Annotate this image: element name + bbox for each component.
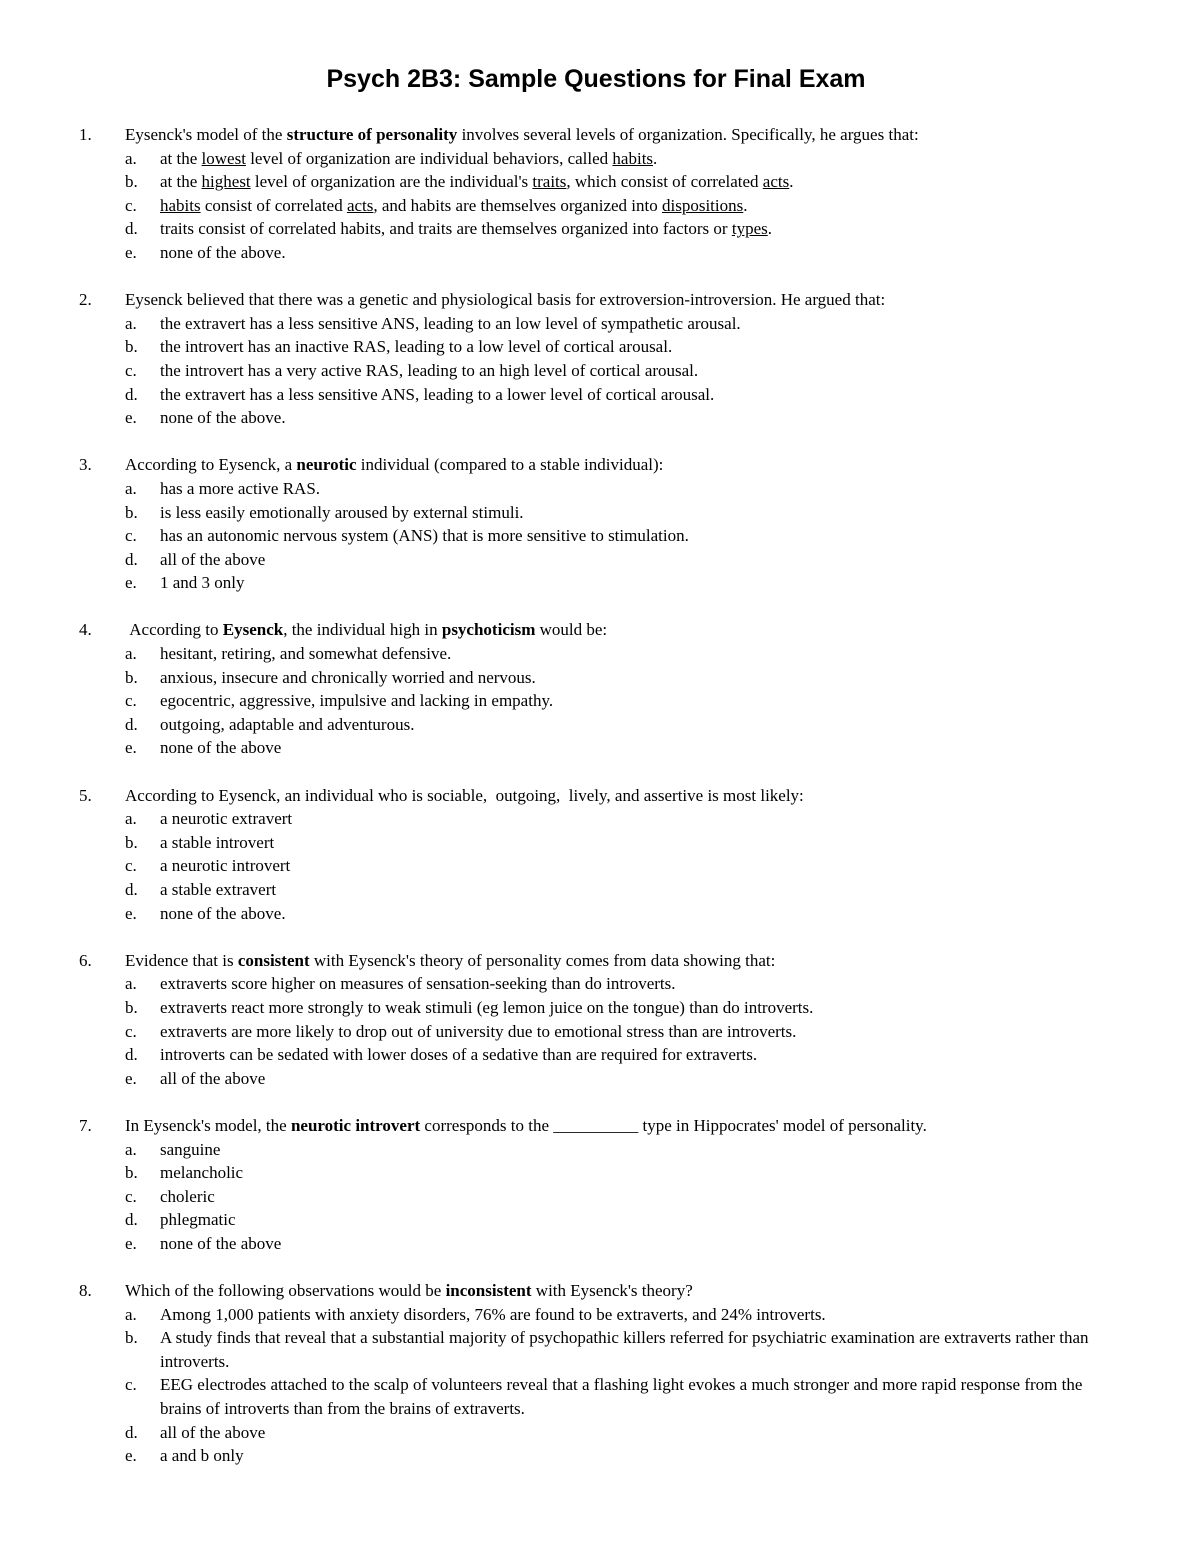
option-text xyxy=(160,1444,1100,1468)
option-text xyxy=(160,194,1100,218)
text-run: would be: xyxy=(535,620,608,640)
option-letter: d. xyxy=(125,549,138,569)
option-text xyxy=(160,1161,1100,1185)
text-run: extraverts score higher on measures of sensation-seeking than do introverts. xyxy=(160,974,676,994)
text-run: , which consist of correlated xyxy=(566,172,763,192)
text-run: is less easily emotionally aroused by external stimuli. xyxy=(160,502,524,522)
text-run: the extravert has a less sensitive ANS, leading to an low level of sympathetic arousal. xyxy=(160,313,741,333)
bold-text: Eysenck xyxy=(222,620,284,640)
text-run: corresponds to the __________ type in Hippocrates' model of personality. xyxy=(420,1115,927,1135)
option-letter: c. xyxy=(125,856,137,876)
text-run: Evidence that is xyxy=(125,950,238,970)
answer-options xyxy=(0,807,1200,925)
question-text xyxy=(125,618,1140,642)
answer-option xyxy=(0,194,1200,218)
question-text xyxy=(125,784,1140,808)
underlined-text: traits xyxy=(532,172,567,192)
text-run: at the xyxy=(160,172,202,192)
text-run: has an autonomic nervous system (ANS) that is more sensitive to stimulation. xyxy=(160,526,689,546)
option-text xyxy=(160,1138,1100,1162)
option-text xyxy=(160,359,1100,383)
option-text xyxy=(160,1232,1100,1256)
answer-options xyxy=(0,312,1200,430)
question-number: 6. xyxy=(79,950,92,970)
answer-option xyxy=(0,1208,1200,1232)
answer-option xyxy=(0,1138,1200,1162)
answer-option xyxy=(0,1303,1200,1327)
text-run: the introvert has an inactive RAS, leading to a low level of cortical arousal. xyxy=(160,337,673,357)
answer-option xyxy=(0,217,1200,241)
option-letter: c. xyxy=(125,691,137,711)
option-text xyxy=(160,548,1100,572)
question-number: 7. xyxy=(79,1115,92,1135)
option-text xyxy=(160,1373,1100,1420)
text-run: a stable introvert xyxy=(160,832,275,852)
question-number: 3. xyxy=(79,455,92,475)
option-letter: c. xyxy=(125,360,137,380)
text-run: choleric xyxy=(160,1186,215,1206)
answer-option xyxy=(0,689,1200,713)
option-letter: d. xyxy=(125,1210,138,1230)
text-run: a neurotic introvert xyxy=(160,856,291,876)
text-run: , the individual high in xyxy=(283,620,442,640)
option-letter: b. xyxy=(125,667,138,687)
text-run: EEG electrodes attached to the scalp of volunteers reveal that a flashing light evokes a much stronger and more rapid response from the brains of introverts than from the brains of extraverts. xyxy=(160,1375,1083,1419)
option-text xyxy=(160,477,1100,501)
question-text xyxy=(125,1279,1140,1303)
option-letter: e. xyxy=(125,1068,137,1088)
question-text xyxy=(125,1114,1140,1138)
text-run: none of the above xyxy=(160,1233,282,1253)
answer-option xyxy=(0,147,1200,171)
option-text xyxy=(160,501,1100,525)
answer-option xyxy=(0,1421,1200,1445)
option-letter: b. xyxy=(125,1328,138,1348)
option-letter: e. xyxy=(125,408,137,428)
answer-option xyxy=(0,170,1200,194)
text-run: egocentric, aggressive, impulsive and lacking in empathy. xyxy=(160,691,554,711)
answer-options xyxy=(0,147,1200,265)
underlined-text: dispositions xyxy=(662,195,744,215)
text-run: individual (compared to a stable individual): xyxy=(356,455,664,475)
option-text xyxy=(160,571,1100,595)
underlined-text: lowest xyxy=(201,148,246,168)
text-run: Which of the following observations would be xyxy=(125,1281,446,1301)
text-run: A study finds that reveal that a substantial majority of psychopathic killers referred for psychiatric examination are extraverts rather than introverts. xyxy=(160,1328,1089,1371)
text-run: outgoing, adaptable and adventurous. xyxy=(160,714,415,734)
question-text xyxy=(125,949,1140,973)
option-text xyxy=(160,1303,1100,1327)
answer-option xyxy=(0,548,1200,572)
question-number: 4. xyxy=(79,620,92,640)
option-letter: c. xyxy=(125,195,137,215)
text-run: phlegmatic xyxy=(160,1210,236,1230)
option-letter: e. xyxy=(125,573,137,593)
text-run: According to xyxy=(125,620,223,640)
text-run: has a more active RAS. xyxy=(160,478,321,498)
option-letter: c. xyxy=(125,1186,137,1206)
answer-option xyxy=(0,713,1200,737)
underlined-text: highest xyxy=(201,172,251,192)
question-text xyxy=(125,453,1140,477)
option-text xyxy=(160,878,1100,902)
option-text xyxy=(160,383,1100,407)
answer-options xyxy=(0,1303,1200,1468)
answer-option xyxy=(0,1185,1200,1209)
answer-option xyxy=(0,571,1200,595)
bold-text: neurotic xyxy=(296,455,357,475)
option-letter: a. xyxy=(125,974,137,994)
answer-option xyxy=(0,1067,1200,1091)
answer-option xyxy=(0,1161,1200,1185)
option-letter: a. xyxy=(125,1139,137,1159)
bold-text: inconsistent xyxy=(445,1281,532,1301)
text-run: a neurotic extravert xyxy=(160,809,293,829)
option-letter: a. xyxy=(125,1304,137,1324)
answer-option xyxy=(0,878,1200,902)
bold-text: structure of personality xyxy=(286,125,458,144)
question-item xyxy=(0,949,1200,1091)
text-run: extraverts are more likely to drop out of university due to emotional stress than are introverts. xyxy=(160,1021,797,1041)
text-run: In Eysenck's model, the xyxy=(125,1115,291,1135)
answer-option xyxy=(0,642,1200,666)
bold-text: consistent xyxy=(237,950,310,970)
answer-option xyxy=(0,383,1200,407)
text-run: none of the above. xyxy=(160,903,286,923)
text-run: , and habits are themselves organized into xyxy=(373,195,662,215)
answer-option xyxy=(0,1020,1200,1044)
question-number: 5. xyxy=(79,785,92,805)
answer-option xyxy=(0,335,1200,359)
text-run: level of organization are individual behaviors, called xyxy=(245,148,613,168)
option-letter: b. xyxy=(125,1163,138,1183)
option-letter: d. xyxy=(125,219,138,239)
option-text xyxy=(160,1067,1100,1091)
text-run: extraverts react more strongly to weak stimuli (eg lemon juice on the tongue) than do introverts. xyxy=(160,997,814,1017)
answer-option xyxy=(0,477,1200,501)
option-text xyxy=(160,666,1100,690)
option-letter: b. xyxy=(125,502,138,522)
answer-options xyxy=(0,477,1200,595)
option-text xyxy=(160,524,1100,548)
answer-option xyxy=(0,241,1200,265)
answer-options xyxy=(0,972,1200,1090)
text-run: traits consist of correlated habits, and traits are themselves organized into factors or xyxy=(160,219,732,239)
text-run: Among 1,000 patients with anxiety disorders, 76% are found to be extraverts, and 24% introverts. xyxy=(160,1304,826,1324)
option-letter: c. xyxy=(125,1375,137,1395)
question-number: 2. xyxy=(79,290,92,310)
option-text xyxy=(160,1020,1100,1044)
text-run: consist of correlated xyxy=(200,195,347,215)
option-text xyxy=(160,170,1100,194)
option-letter: b. xyxy=(125,832,138,852)
text-run: According to Eysenck, an individual who is sociable, outgoing, lively, and assertive is most likely: xyxy=(125,785,804,805)
text-run: Eysenck believed that there was a genetic and physiological basis for extroversion-introversion. He argued that: xyxy=(125,290,886,310)
answer-option xyxy=(0,972,1200,996)
underlined-text: habits xyxy=(612,148,654,168)
text-run: . xyxy=(789,172,794,192)
text-run: introverts can be sedated with lower doses of a sedative than are required for extraverts. xyxy=(160,1045,758,1065)
text-run: a stable extravert xyxy=(160,880,277,899)
text-run: all of the above xyxy=(160,1068,266,1088)
question-list xyxy=(0,123,1200,1491)
option-letter: e. xyxy=(125,738,137,758)
option-text xyxy=(160,831,1100,855)
answer-option xyxy=(0,312,1200,336)
option-letter: d. xyxy=(125,880,138,899)
bold-text: psychoticism xyxy=(441,620,536,640)
page-title: Psych 2B3: Sample Questions for Final Exam xyxy=(326,65,866,93)
answer-option xyxy=(0,996,1200,1020)
text-run: all of the above xyxy=(160,549,266,569)
option-letter: b. xyxy=(125,337,138,357)
answer-option xyxy=(0,359,1200,383)
question-item xyxy=(0,453,1200,595)
option-text xyxy=(160,1185,1100,1209)
option-text xyxy=(160,217,1100,241)
text-run: According to Eysenck, a xyxy=(125,455,297,475)
answer-option xyxy=(0,854,1200,878)
text-run: 1 and 3 only xyxy=(160,573,245,593)
answer-option xyxy=(0,1043,1200,1067)
option-text xyxy=(160,1043,1100,1067)
option-text xyxy=(160,807,1100,831)
answer-option xyxy=(0,831,1200,855)
text-run: a and b only xyxy=(160,1446,244,1466)
text-run: at the xyxy=(160,148,202,168)
option-letter: d. xyxy=(125,714,138,734)
answer-option xyxy=(0,666,1200,690)
option-letter: b. xyxy=(125,172,138,192)
option-text xyxy=(160,241,1100,265)
answer-option xyxy=(0,501,1200,525)
question-number: 1. xyxy=(79,125,92,144)
option-letter: c. xyxy=(125,526,137,546)
answer-option xyxy=(0,736,1200,760)
option-text xyxy=(160,1326,1100,1373)
text-run: . xyxy=(767,219,772,239)
option-text xyxy=(160,736,1100,760)
question-item xyxy=(0,1114,1200,1256)
answer-option xyxy=(0,902,1200,926)
option-letter: a. xyxy=(125,313,137,333)
option-letter: e. xyxy=(125,1233,137,1253)
text-run: none of the above. xyxy=(160,242,286,262)
text-run: none of the above. xyxy=(160,408,286,428)
option-text xyxy=(160,312,1100,336)
question-item xyxy=(0,618,1200,760)
underlined-text: acts xyxy=(762,172,790,192)
text-run: hesitant, retiring, and somewhat defensive. xyxy=(160,644,452,664)
question-item xyxy=(0,1279,1200,1468)
underlined-text: acts xyxy=(346,195,374,215)
option-letter: e. xyxy=(125,242,137,262)
answer-option xyxy=(0,1444,1200,1468)
bold-text: neurotic introvert xyxy=(290,1115,421,1135)
option-letter: a. xyxy=(125,809,137,829)
option-letter: d. xyxy=(125,1045,138,1065)
text-run: the introvert has a very active RAS, leading to an high level of cortical arousal. xyxy=(160,360,699,380)
underlined-text: types xyxy=(731,219,768,239)
option-letter: d. xyxy=(125,1422,138,1442)
option-text xyxy=(160,972,1100,996)
option-text xyxy=(160,1208,1100,1232)
option-text xyxy=(160,335,1100,359)
option-text xyxy=(160,1421,1100,1445)
answer-option xyxy=(0,1232,1200,1256)
text-run: . xyxy=(743,195,748,215)
option-letter: c. xyxy=(125,1021,137,1041)
option-letter: a. xyxy=(125,478,137,498)
text-run: sanguine xyxy=(160,1139,221,1159)
text-run: involves several levels of organization. Specifically, he argues that: xyxy=(457,125,919,144)
answer-option xyxy=(0,524,1200,548)
question-item xyxy=(0,288,1200,430)
question-text xyxy=(125,123,1140,147)
underlined-text: habits xyxy=(160,195,201,215)
answer-option xyxy=(0,1373,1200,1420)
option-text xyxy=(160,147,1100,171)
option-text xyxy=(160,713,1100,737)
option-text xyxy=(160,642,1100,666)
option-letter: e. xyxy=(125,1446,137,1466)
text-run: . xyxy=(653,148,658,168)
text-run: none of the above xyxy=(160,738,282,758)
question-text xyxy=(125,288,1140,312)
option-text xyxy=(160,854,1100,878)
answer-options xyxy=(0,642,1200,760)
question-item xyxy=(0,123,1200,265)
answer-option xyxy=(0,1326,1200,1373)
question-number: 8. xyxy=(79,1281,92,1301)
text-run: with Eysenck's theory? xyxy=(531,1281,693,1301)
question-item xyxy=(0,784,1200,926)
text-run: all of the above xyxy=(160,1422,266,1442)
option-text xyxy=(160,996,1100,1020)
option-text xyxy=(160,689,1100,713)
option-letter: e. xyxy=(125,903,137,923)
option-letter: d. xyxy=(125,384,138,404)
option-letter: a. xyxy=(125,644,137,664)
option-letter: b. xyxy=(125,997,138,1017)
option-letter: a. xyxy=(125,148,137,168)
text-run: anxious, insecure and chronically worried and nervous. xyxy=(160,667,536,687)
option-text xyxy=(160,902,1100,926)
answer-options xyxy=(0,1138,1200,1256)
answer-option xyxy=(0,406,1200,430)
text-run: the extravert has a less sensitive ANS, leading to a lower level of cortical arousal. xyxy=(160,384,715,404)
answer-option xyxy=(0,807,1200,831)
text-run: level of organization are the individual's xyxy=(250,172,533,192)
option-text xyxy=(160,406,1100,430)
text-run: Eysenck's model of the xyxy=(125,125,287,144)
text-run: with Eysenck's theory of personality comes from data showing that: xyxy=(309,950,776,970)
text-run: melancholic xyxy=(160,1163,244,1183)
